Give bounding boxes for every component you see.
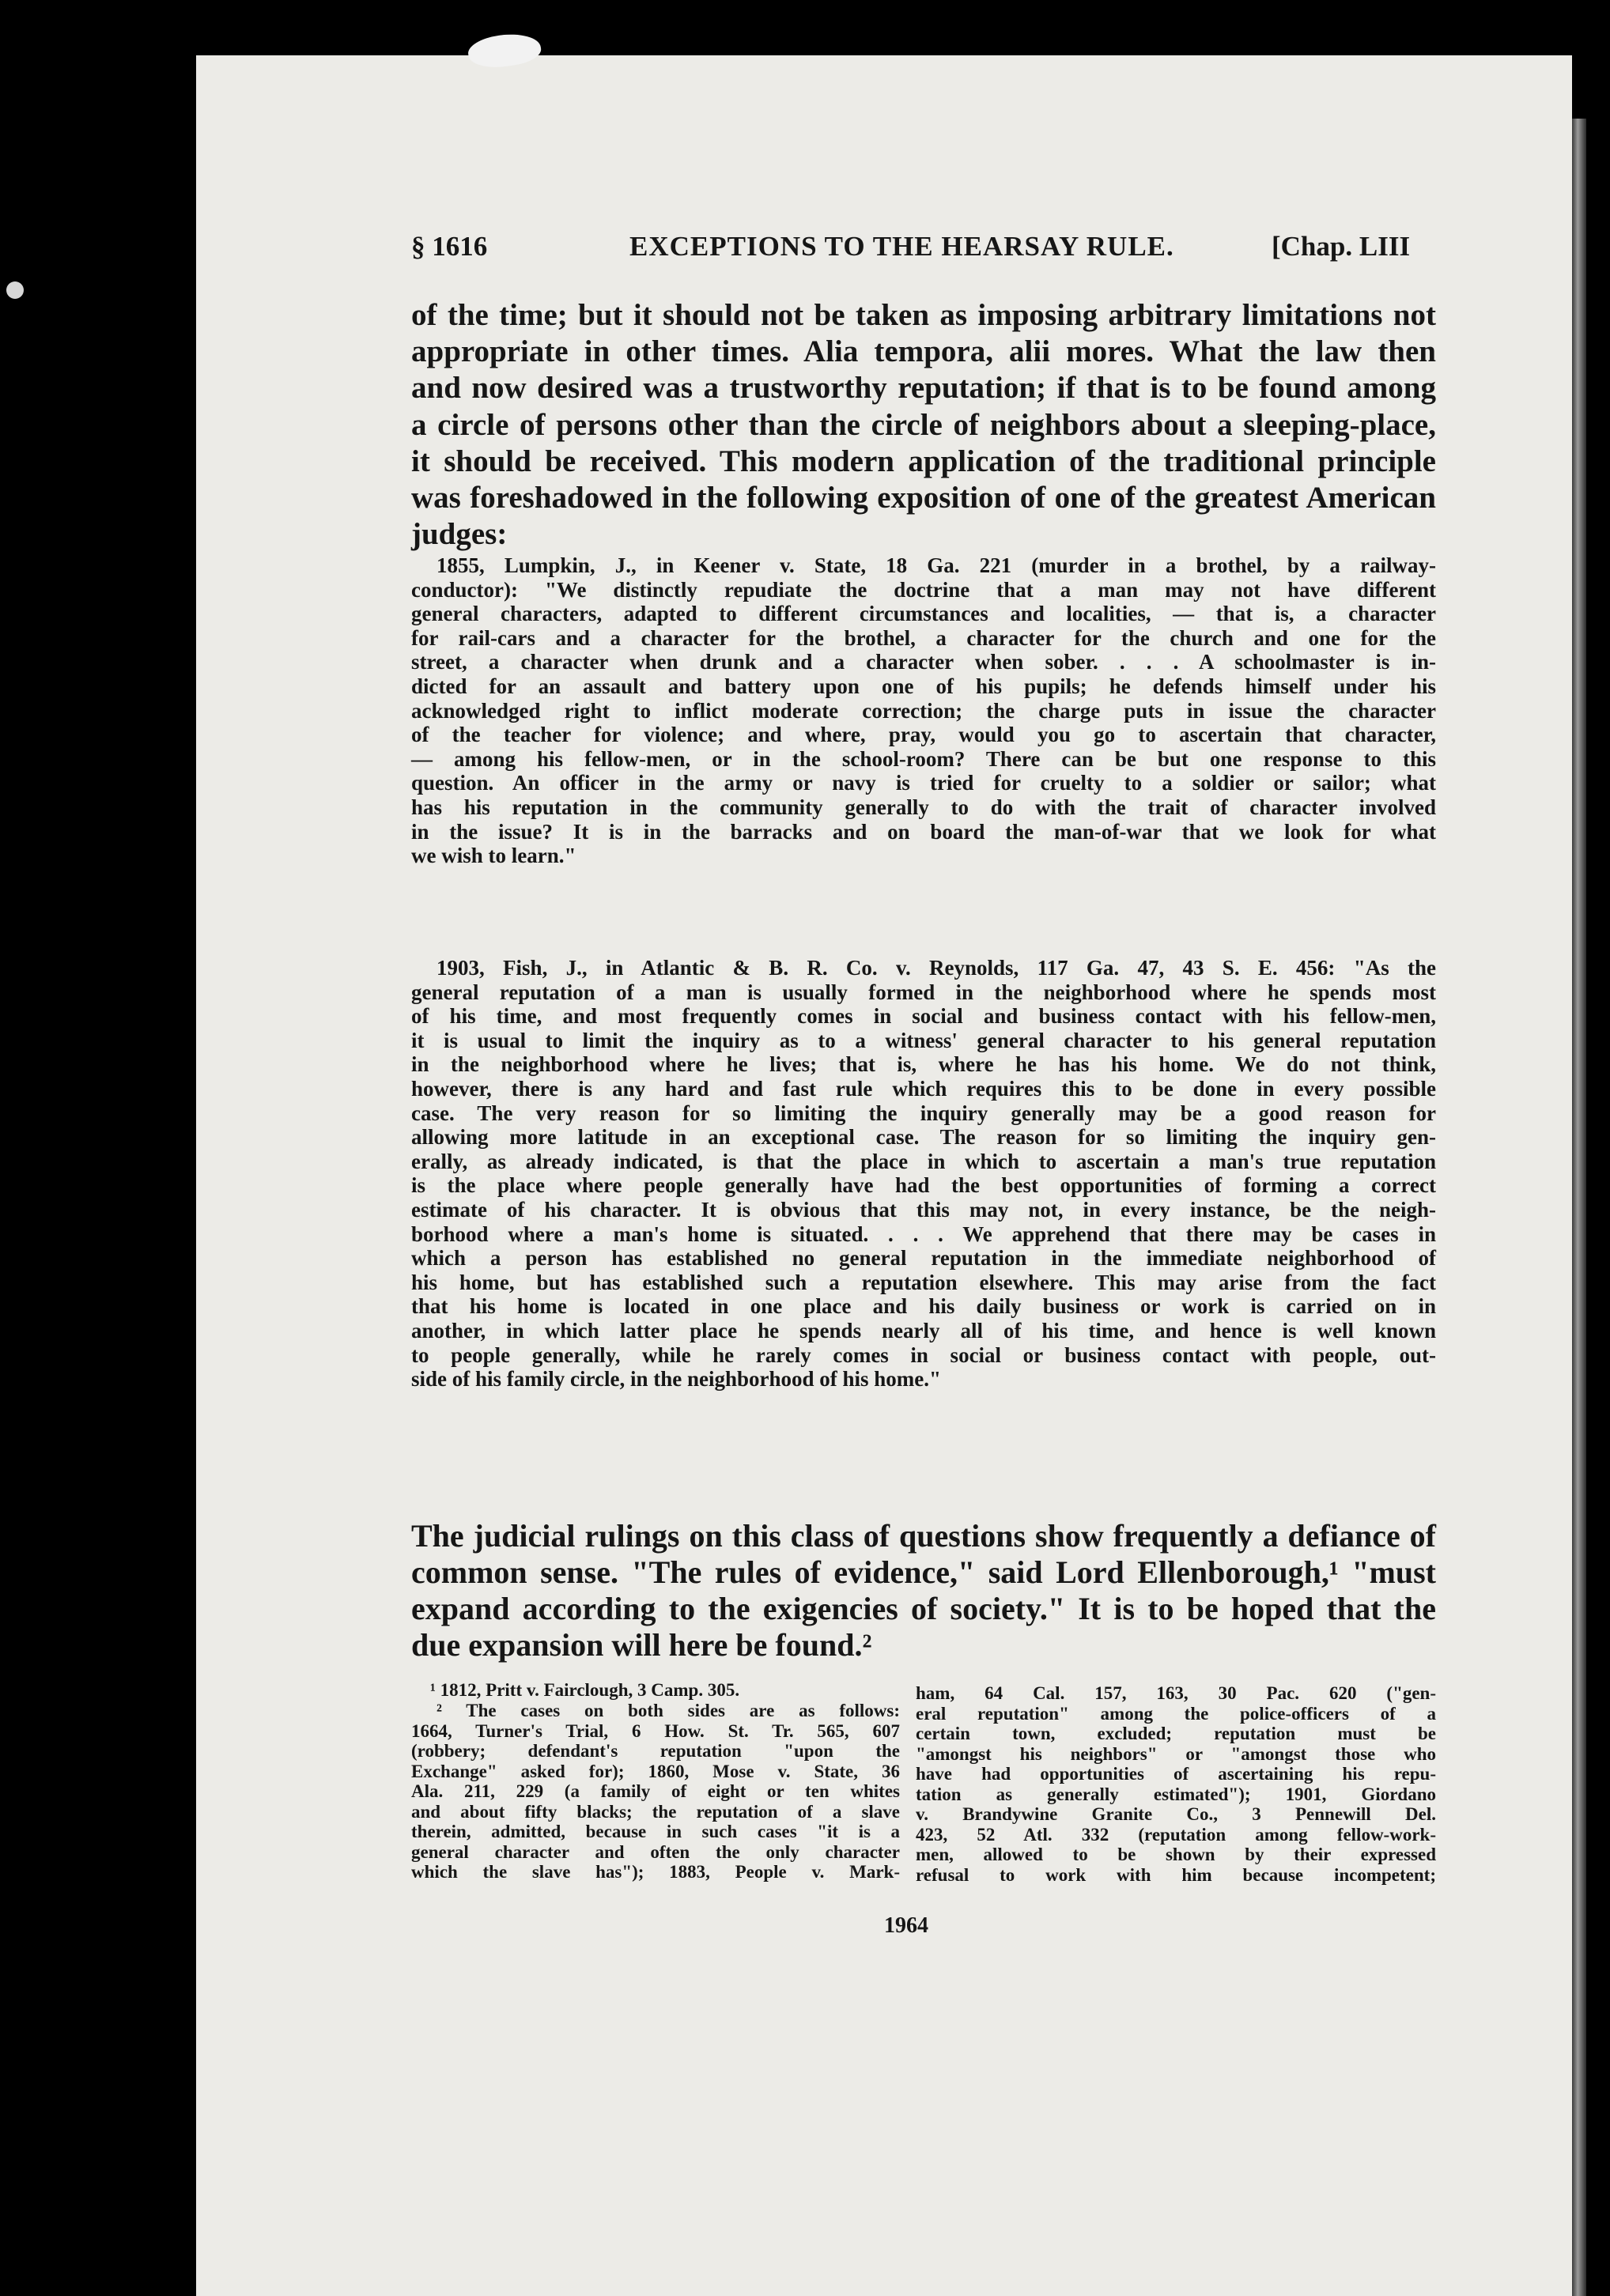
text-line: — among his fellow-men, or in the school-room? There can be but one response to this xyxy=(411,746,1436,771)
text-line: acknowledged right to inflict moderate correction; the charge puts in issue the character xyxy=(411,698,1436,723)
text-line: question. An officer in the army or navy is tried for cruelty to a soldier or sailor; what xyxy=(411,771,1436,795)
footnote-line: ham, 64 Cal. 157, 163, 30 Pac. 620 ("gen- xyxy=(916,1683,1436,1703)
footnote-line: 1664, Turner's Trial, 6 How. St. Tr. 565, 607 xyxy=(411,1720,900,1741)
footnote-1: ¹ 1812, Pritt v. Fairclough, 3 Camp. 305. xyxy=(430,1680,740,1700)
text-line: another, in which latter place he spends nearly all of his time, and hence is well known xyxy=(411,1318,1436,1342)
footnote-line: eral reputation" among the police-officers of a xyxy=(916,1703,1436,1724)
text-line: that his home is located in one place and his daily business or work is carried on in xyxy=(411,1294,1436,1319)
text-line: erally, as already indicated, is that the place in which to ascertain a man's true reputation xyxy=(411,1149,1436,1173)
footnote-line: v. Brandywine Granite Co., 3 Pennewill Del. xyxy=(916,1804,1436,1824)
text-line: case. The very reason for so limiting the inquiry generally may be a good reason for xyxy=(411,1101,1436,1125)
footnote-line: ² The cases on both sides are as follows: xyxy=(437,1701,900,1720)
text-line: 1855, Lumpkin, J., in Keener v. State, 18 Ga. 221 (murder in a brothel, by a railway- xyxy=(437,553,1436,577)
text-line: has his reputation in the community generally to do with the trait of character involved xyxy=(411,795,1436,819)
footnote-line: have had opportunities of ascertaining his repu- xyxy=(916,1764,1436,1784)
footnote-line: Ala. 211, 229 (a family of eight or ten whites xyxy=(411,1781,900,1801)
text-line: judges: xyxy=(411,517,508,552)
text-line: to people generally, while he rarely comes in social or business contact with people, out- xyxy=(411,1342,1436,1367)
scan-blemish-small xyxy=(6,281,24,299)
text-line: was foreshadowed in the following exposition of one of the greatest American xyxy=(411,481,1436,515)
text-line: of the teacher for violence; and where, pray, would you go to ascertain that character, xyxy=(411,723,1436,747)
text-line: a circle of persons other than the circle of neighbors about a sleeping-place, xyxy=(411,407,1436,442)
text-line: street, a character when drunk and a character when sober. . . . A schoolmaster is in- xyxy=(411,650,1436,674)
quotation-reynolds xyxy=(411,956,1436,1392)
text-line: general reputation of a man is usually formed in the neighborhood where he spends most xyxy=(411,980,1436,1004)
chapter-title: EXCEPTIONS TO THE HEARSAY RULE. xyxy=(629,231,1174,262)
running-header xyxy=(411,231,1439,272)
next-page-edge xyxy=(1572,119,1586,2296)
text-line: appropriate in other times. Alia tempora, alii mores. What the law then xyxy=(411,334,1436,369)
text-line: 1903, Fish, J., in Atlantic & B. R. Co. v. Reynolds, 117 Ga. 47, 43 S. E. 456: "As the xyxy=(437,956,1436,980)
text-line: and now desired was a trustworthy reputation; if that is to be found among xyxy=(411,371,1436,406)
text-line: common sense. "The rules of evidence," said Lord Ellenborough,¹ "must xyxy=(411,1554,1436,1590)
section-number: § 1616 xyxy=(411,231,488,262)
text-line: conductor): "We distinctly repudiate the doctrine that a man may not have different xyxy=(411,577,1436,602)
text-line: it should be received. This modern application of the traditional principle xyxy=(411,444,1436,478)
text-line: dicted for an assault and battery upon one of his pupils; he defends himself under his xyxy=(411,674,1436,698)
footnote-line: "amongst his neighbors" or "amongst those who xyxy=(916,1743,1436,1764)
text-line: we wish to learn." xyxy=(411,844,576,868)
text-line: borhood where a man's home is situated. . . . We apprehend that there may be cases in xyxy=(411,1222,1436,1246)
footnote-line: therein, admitted, because in such cases "it is a xyxy=(411,1822,900,1841)
footnote-line: (robbery; defendant's reputation "upon the xyxy=(411,1741,900,1761)
text-line: allowing more latitude in an exceptional case. The reason for so limiting the inquiry gen- xyxy=(411,1125,1436,1150)
text-line: of the time; but it should not be taken as imposing arbitrary limitations not xyxy=(411,298,1436,332)
text-line: in the issue? It is in the barracks and on board the man-of-war that we look for what xyxy=(411,819,1436,844)
footnote-2-right-column xyxy=(916,1683,1436,1885)
text-line: side of his family circle, in the neighborhood of his home." xyxy=(411,1367,942,1392)
footnote-line: tation as generally estimated"); 1901, Giordano xyxy=(916,1784,1436,1804)
text-line: it is usual to limit the inquiry as to a witness' general character to his general reputation xyxy=(411,1028,1436,1052)
footnote-line: Exchange" asked for); 1860, Mose v. State, 36 xyxy=(411,1761,900,1781)
footnote-line: certain town, excluded; reputation must be xyxy=(916,1724,1436,1743)
text-line: due expansion will here be found.² xyxy=(411,1627,872,1663)
footnote-line: which the slave has"); 1883, People v. Mark- xyxy=(411,1862,900,1882)
quotation-keener xyxy=(411,553,1436,868)
footnote-line: and about fifty blacks; the reputation of a slave xyxy=(411,1801,900,1822)
footnote-line: 423, 52 Atl. 332 (reputation among fellow-work- xyxy=(916,1824,1436,1845)
footnote-line: general character and often the only character xyxy=(411,1841,900,1862)
footnote-line: refusal to work with him because incompetent; xyxy=(916,1864,1436,1885)
text-line: which a person has established no general reputation in the immediate neighborhood of xyxy=(411,1246,1436,1271)
text-line: of his time, and most frequently comes in social and business contact with his fellow-men, xyxy=(411,1004,1436,1029)
text-line: general characters, adapted to different circumstances and localities, — that is, a character xyxy=(411,602,1436,626)
closing-paragraph xyxy=(411,1518,1436,1663)
main-paragraph xyxy=(411,297,1436,553)
page-number: 1964 xyxy=(884,1913,928,1938)
text-line: expand according to the exigencies of society." It is to be hoped that the xyxy=(411,1591,1436,1626)
text-line: his home, but has established such a reputation elsewhere. This may arise from the fact xyxy=(411,1270,1436,1294)
chapter-label: [Chap. LIII xyxy=(1272,231,1411,262)
footnote-line: men, allowed to be shown by their expressed xyxy=(916,1845,1436,1864)
text-line: however, there is any hard and fast rule which requires this to be done in every possible xyxy=(411,1076,1436,1101)
footnote-2-left-column xyxy=(411,1701,900,1882)
text-line: The judicial rulings on this class of questions show frequently a defiance of xyxy=(411,1518,1436,1554)
text-line: is the place where people generally have had the best opportunities of forming a correct xyxy=(411,1173,1436,1198)
text-line: in the neighborhood where he lives; that is, where he has his home. We do not think, xyxy=(411,1052,1436,1077)
text-line: for rail-cars and a character for the brothel, a character for the church and one for the xyxy=(411,625,1436,650)
text-line: estimate of his character. It is obvious that this may not, in every instance, be the neigh- xyxy=(411,1197,1436,1222)
